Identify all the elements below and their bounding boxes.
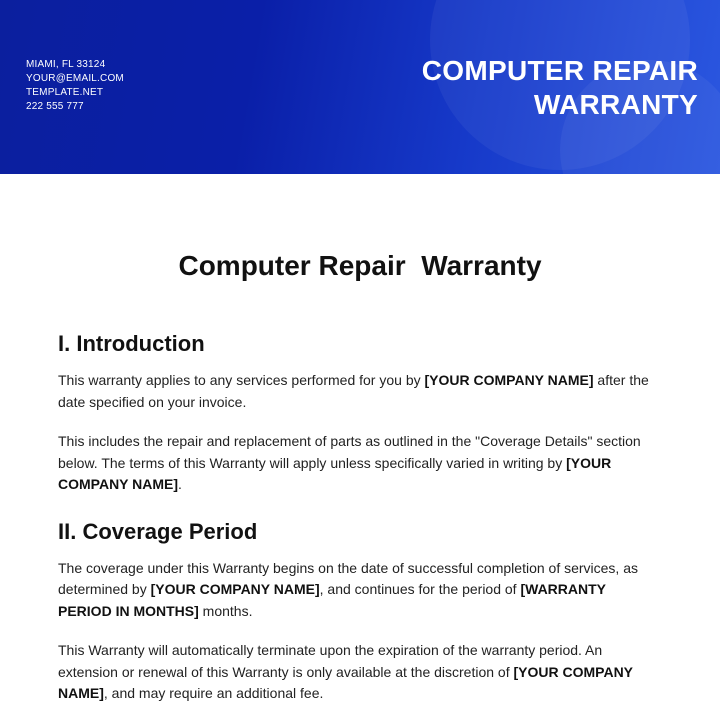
section-coverage-period <box>58 518 658 705</box>
section-heading: II. Coverage Period <box>58 518 258 544</box>
placeholder-company-name: [YOUR COMPANY NAME] <box>150 581 320 597</box>
paragraph-text: after the date specified on your invoice. <box>58 372 649 410</box>
header-banner <box>0 0 720 174</box>
paragraph-text: . <box>178 476 182 492</box>
paragraph-text: This includes the repair and replacement of parts as outlined in the "Coverage Details" section below. The terms of this Warranty will apply unless specifically varied in writing by <box>58 433 641 471</box>
document-title: Computer Repair Warranty <box>178 250 542 281</box>
section-introduction <box>58 330 658 496</box>
placeholder-company-name: [YOUR COMPANY NAME] <box>58 454 612 492</box>
placeholder-warranty-period: [WARRANTY PERIOD IN MONTHS] <box>58 581 606 619</box>
contact-block <box>26 58 124 114</box>
banner-title <box>318 54 698 122</box>
paragraph <box>58 431 658 496</box>
section-heading: I. Introduction <box>58 331 205 356</box>
paragraph <box>58 558 658 623</box>
paragraph-text: The coverage under this Warranty begins on the date of successful completion of services, as determined by <box>58 559 639 597</box>
contact-address: MIAMI, FL 33124 <box>26 59 106 70</box>
contact-email: YOUR@EMAIL.COM <box>26 73 124 84</box>
paragraph-text: This warranty applies to any services performed for you by <box>58 372 425 388</box>
paragraph-text: months. <box>198 602 253 619</box>
paragraph-text: This Warranty will automatically terminate upon the expiration of the warranty period. An extension or renewal of this Warranty is only available at the discretion of <box>58 642 603 680</box>
paragraph-text: , and continues for the period of <box>319 581 521 597</box>
placeholder-company-name: [YOUR COMPANY NAME] <box>58 663 633 701</box>
paragraph <box>58 640 658 705</box>
document-body <box>58 330 658 723</box>
placeholder-company-name: [YOUR COMPANY NAME] <box>424 372 594 388</box>
paragraph-text: , and may require an additional fee. <box>103 685 324 701</box>
banner-title-line2: WARRANTY <box>533 89 698 120</box>
paragraph <box>58 370 658 413</box>
contact-phone: 222 555 777 <box>26 101 84 112</box>
contact-website: TEMPLATE.NET <box>26 87 104 98</box>
banner-title-line1: COMPUTER REPAIR <box>421 55 698 86</box>
